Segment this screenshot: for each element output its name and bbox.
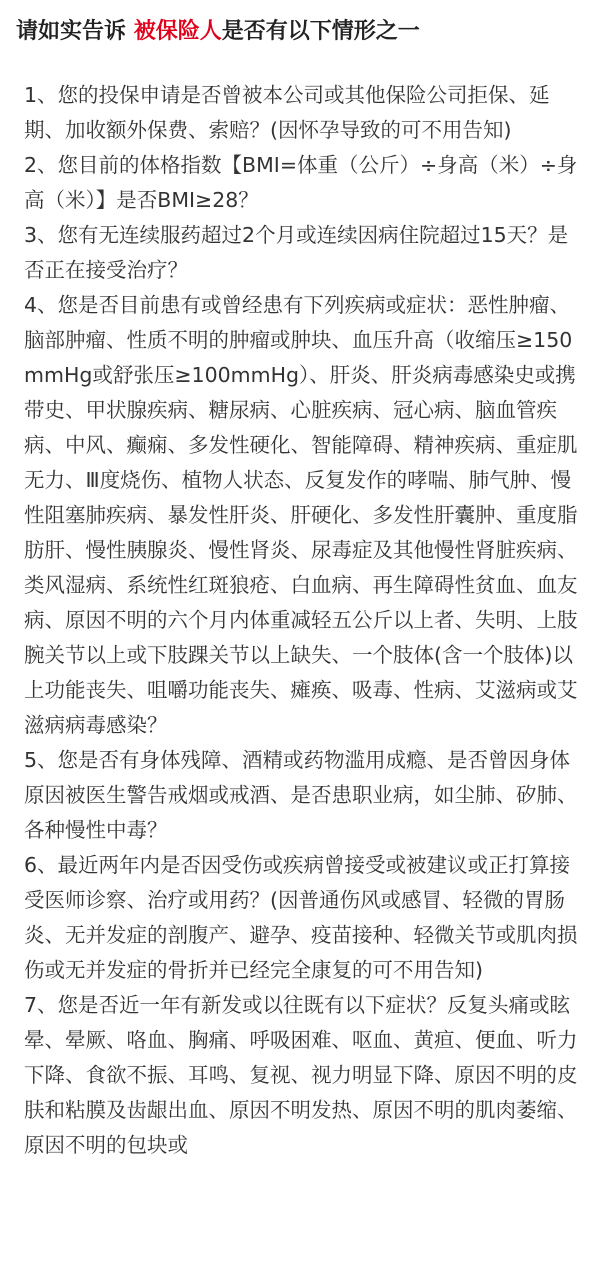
questions-list [24, 78, 580, 1163]
question-3: 3、您有无连续服药超过2个月或连续因病住院超过15天？是否正在接受治疗？ [24, 223, 569, 282]
question-2: 2、您目前的体格指数【BMI=体重（公斤）÷身高（米）÷身高（米）】是否BMI≥28？ [24, 153, 578, 212]
question-1: 1、您的投保申请是否曾被本公司或其他保险公司拒保、延期、加收额外保费、索赔？(因怀孕导致的可不用告知) [24, 83, 550, 142]
question-6: 6、最近两年内是否因受伤或疾病曾接受或被建议或正打算接受医师诊察、治疗或用药？(因普通伤风或感冒、轻微的胃肠炎、无并发症的剖腹产、避孕、疫苗接种、轻微关节或肌肉损伤或无并发症的骨折并已经完全康复的可不用告知) [24, 853, 578, 982]
question-5: 5、您是否有身体残障、酒精或药物滥用成瘾、是否曾因身体原因被医生警告戒烟或戒酒、是否患职业病，如尘肺、矽肺、各种慢性中毒？ [24, 748, 578, 842]
question-4: 4、您是否目前患有或曾经患有下列疾病或症状：恶性肿瘤、脑部肿瘤、性质不明的肿瘤或肿块、血压升高（收缩压≥150mmHg或舒张压≥100mmHg）、肝炎、肝炎病毒感染史或携带史、甲状腺疾病、糖尿病、心脏疾病、冠心病、脑血管疾病、中风、癫痫、多发性硬化、智能障碍、精神疾病、重症肌无力、Ⅲ度烧伤、植物人状态、反复发作的哮喘、肺气肿、慢性阻塞肺疾病、暴发性肝炎、肝硬化、多发性肝囊肿、重度脂肪肝、慢性胰腺炎、慢性肾炎、尿毒症及其他慢性肾脏疾病、类风湿病、系统性红斑狼疮、白血病、再生障碍性贫血、血友病、原因不明的六个月内体重减轻五公斤以上者、失明、上肢腕关节以上或下肢踝关节以上缺失、一个肢体(含一个肢体)以上功能丧失、咀嚼功能丧失、瘫痪、吸毒、性病、艾滋病或艾滋病病毒感染？ [24, 293, 578, 737]
page-title [16, 14, 586, 50]
question-7: 7、您是否近一年有新发或以往既有以下症状？反复头痛或眩晕、晕厥、咯血、胸痛、呼吸困难、呕血、黄疸、便血、听力下降、食欲不振、耳鸣、复视、视力明显下降、原因不明的皮肤和粘膜及齿龈出血、原因不明发热、原因不明的肌肉萎缩、原因不明的包块或 [24, 993, 578, 1157]
title-prefix: 请如实告诉 [16, 19, 127, 44]
title-suffix: 是否有以下情形之一 [221, 19, 420, 44]
title-highlight-insured: 被保险人 [133, 19, 222, 44]
